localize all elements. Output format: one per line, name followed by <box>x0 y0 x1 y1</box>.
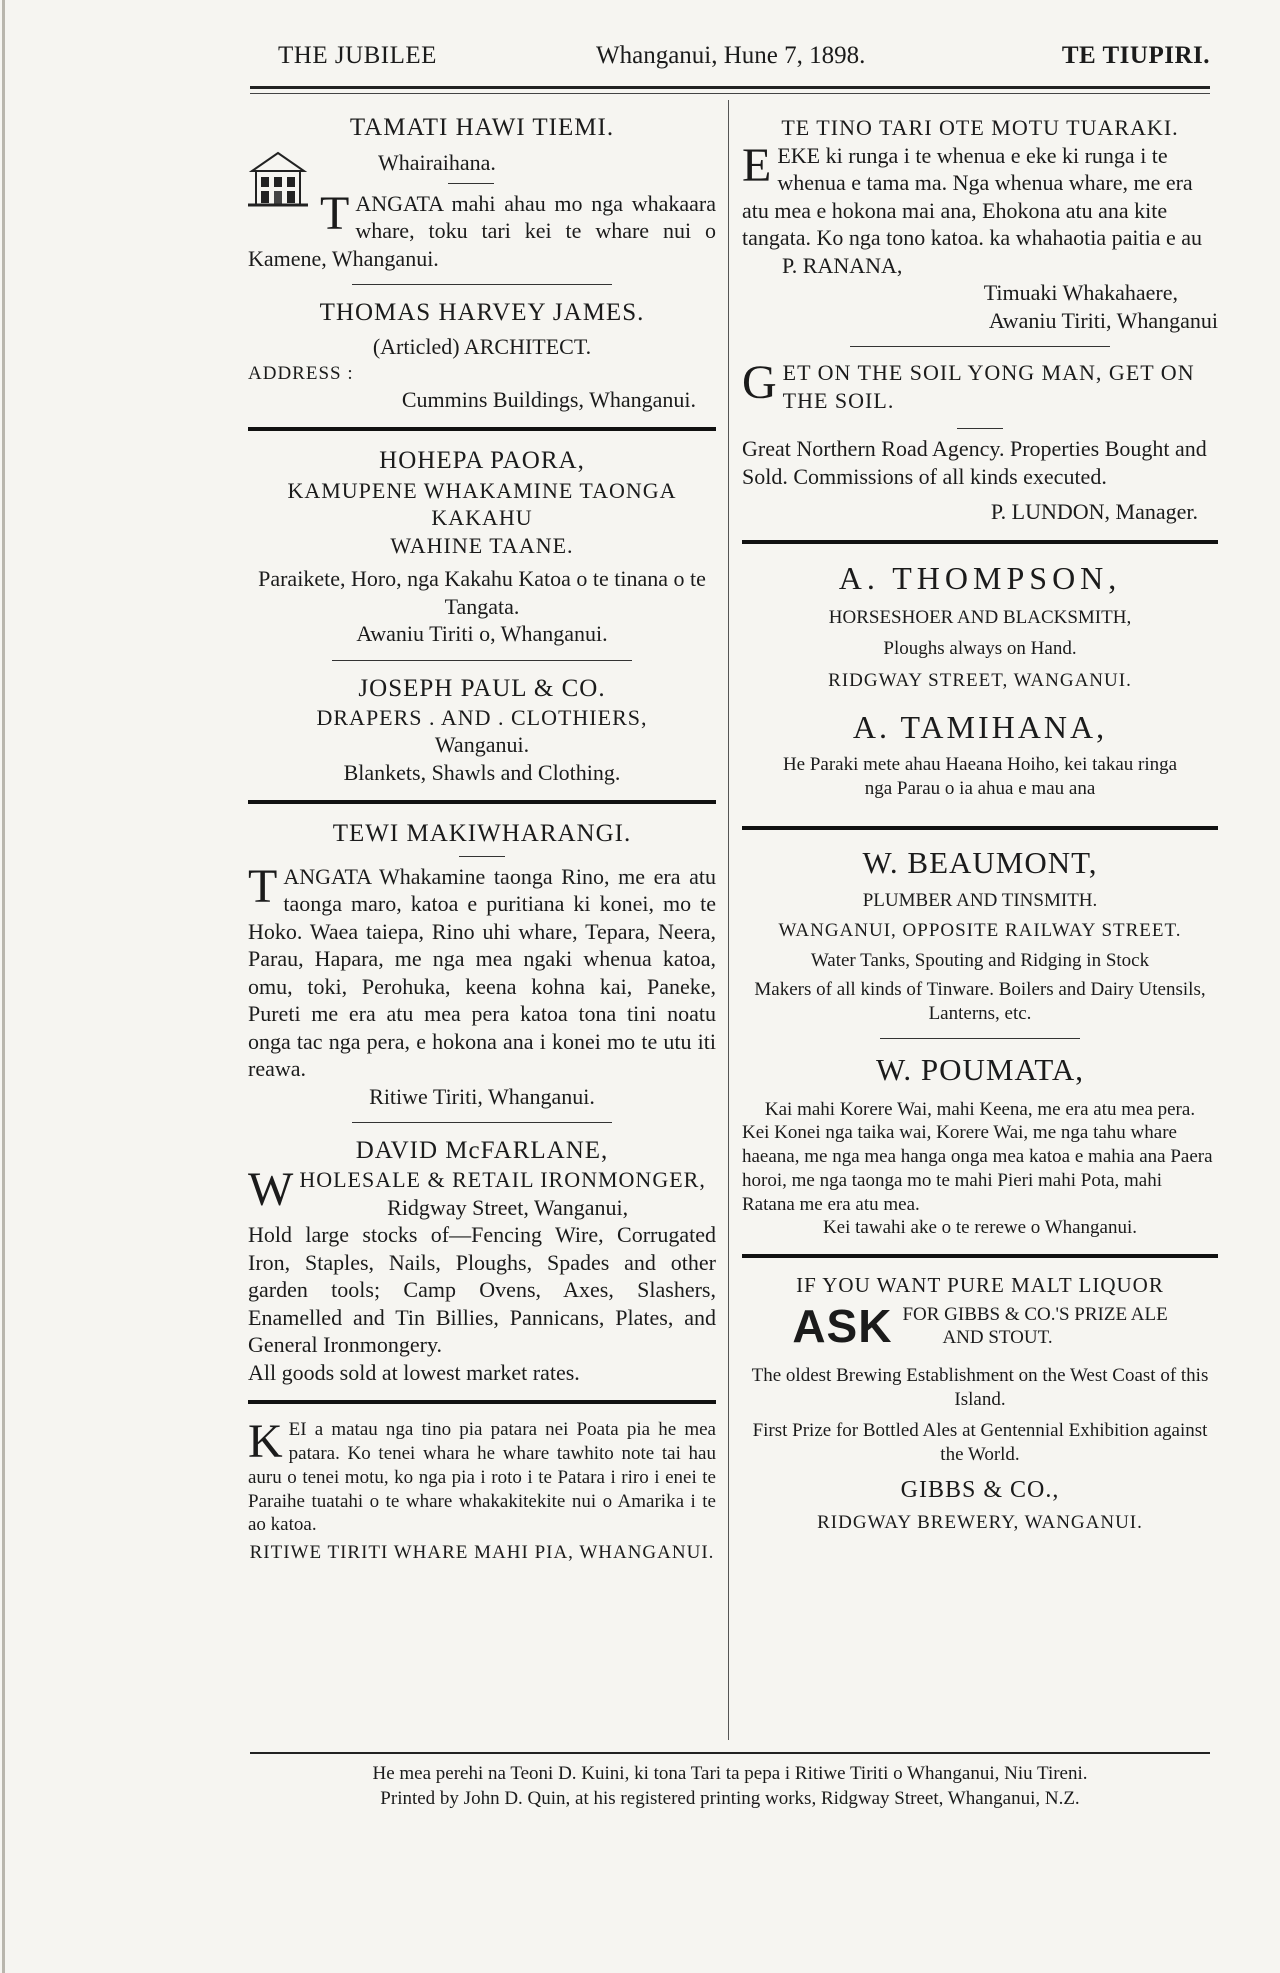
header-rule <box>250 86 1210 89</box>
ad-address: Ritiwe Tiriti, Whanganui. <box>369 1083 595 1109</box>
ad-line-2: Makers of all kinds of Tinware. Boilers and Dairy Utensils, Lanterns, etc. <box>754 979 1206 1024</box>
section-rule-thick <box>248 427 716 431</box>
ad-title: TEWI MAKIWHARANGI. <box>332 820 632 848</box>
ad-role: HOLESALE & RETAIL IRONMONGER, <box>299 1167 706 1193</box>
ad-title: THOMAS HARVEY JAMES. <box>319 299 645 327</box>
page-header <box>278 42 1210 82</box>
masthead-english: THE JUBILEE <box>278 42 437 69</box>
footer-rule <box>250 1752 1210 1754</box>
drop-cap: E <box>742 138 772 192</box>
ad-body: He Paraki mete ahau Haeana Hoiho, kei takau ringa nga Parau o ia ahua e mau ana <box>782 753 1178 799</box>
ad-body: Kai mahi Korere Wai, mahi Keena, me era atu mea pera. <box>764 1098 1196 1120</box>
drop-cap: G <box>742 356 777 409</box>
dateline: Whanganui, Hune 7, 1898. <box>596 42 866 69</box>
ad-headline: IF YOU WANT PURE MALT LIQUOR <box>796 1273 1164 1297</box>
ad-title: A. THOMPSON, <box>838 559 1122 596</box>
ask-line-2: AND STOUT. <box>942 1327 1053 1348</box>
ad-body-text: ANGATA Whakamine taonga Rino, me era atu taonga maro, katoa e puritiana ki konei, mo te Hoko. Waea taiepa, Rino uhi whare, Tepara, Neera, Parau, Hapara, me nga mea ngaki whenua katoa, omu, toki, Perohuka, keena kohna kai, Paneke, Pureti me era atu mea pera katoa tona tini noatu onga tac nga pera, e hokona ana i konei mo te utu iti reawa. <box>248 863 716 1081</box>
ad-line: Ploughs always on Hand. <box>883 638 1077 660</box>
ad-address: Awaniu Tiriti o, Whanganui. <box>356 621 608 646</box>
drop-cap: K <box>248 1415 283 1469</box>
ad-gibbs <box>742 1272 1218 1535</box>
ad-title: TAMATI HAWI TIEMI. <box>349 114 615 141</box>
ad-role: HORSESHOER AND BLACKSMITH, <box>828 606 1132 628</box>
section-rule-thick <box>742 1254 1218 1258</box>
ad-role: Whairaihana. <box>378 150 496 176</box>
ad-body: Paraikete, Horo, nga Kakahu Katoa o te tinana o te Tangata. <box>258 566 706 619</box>
ad-body-text: ANGATA mahi ahau mo nga whakaara whare, toku tari kei te whare nui o Kamene, Whanganui. <box>248 190 716 271</box>
imprint-maori: He mea perehi na Teoni D. Kuini, ki tona Tari ta pepa i Ritiwe Tiriti o Whanganui, Niu Tireni. <box>372 1763 1088 1784</box>
ad-title: DAVID McFARLANE, <box>355 1137 609 1164</box>
ad-body: ET ON THE SOIL YONG MAN, GET ON THE SOIL. <box>782 360 1195 413</box>
ad-tamati <box>248 112 716 272</box>
ad-body: Great Northern Road Agency. Properties Bought and Sold. Commissions of all kinds executed. <box>742 436 1207 489</box>
ad-signer-role: Timuaki Whakahaere, <box>983 280 1178 305</box>
section-rule-thick <box>248 1400 716 1404</box>
ad-line-2: First Prize for Bottled Ales at Gentennial Exhibition against the World. <box>752 1420 1208 1465</box>
ad-title: TE TINO TARI OTE MOTU TUARAKI. <box>781 115 1179 140</box>
ad-tino <box>742 114 1218 334</box>
ad-body-2: Kei Konei nga taika wai, Korere Wai, me nga tahu whare haeana, me nga mea hanga onga mea katoa e mahia ana Paera horoi, me nga taonga mo te mahi Pieri mahi Pota, mahi Ratana me era atu mea. <box>742 1122 1213 1215</box>
ad-subtitle-2: WAHINE TAANE. <box>390 532 574 558</box>
ad-title: HOHEPA PAORA, <box>379 447 585 475</box>
ad-thompson <box>742 558 1218 693</box>
section-rule-thick <box>742 540 1218 544</box>
ad-tewi <box>248 818 716 1110</box>
ask-text <box>902 1304 1167 1350</box>
ask-row <box>742 1298 1218 1356</box>
ad-signer-address: Awaniu Tiriti, Whanganui <box>988 307 1218 333</box>
printer-imprint <box>250 1762 1210 1811</box>
ad-line: Water Tanks, Spouting and Ridging in Stock <box>810 949 1150 971</box>
ad-title: W. BEAUMONT, <box>862 845 1098 881</box>
ad-title: JOSEPH PAUL & CO. <box>358 674 606 702</box>
short-rule <box>459 856 505 857</box>
ad-david <box>248 1135 716 1386</box>
ad-address: Cummins Buildings, Whanganui. <box>401 386 696 412</box>
drop-cap: T <box>248 859 278 913</box>
ad-kei <box>248 1415 716 1565</box>
ad-address: RIDGWAY STREET, WANGANUI. <box>828 670 1132 691</box>
ad-town: Wanganui. <box>434 732 530 758</box>
margin-edge <box>2 0 5 1973</box>
ad-signer: P. RANANA, <box>782 252 903 278</box>
section-rule <box>352 1122 612 1123</box>
ad-beaumont <box>742 844 1218 1026</box>
ad-body-text: EI a matau nga tino pia patara nei Poata pia he mea patara. Ko tenei whara he whare tawhito note tai hau auru o tenei motu, ko nga pia i roto i te Patara i riro i enei te Paraihe tuatahi o te whare whakakitekite nui o Amarika i te ao katoa. <box>248 1419 716 1536</box>
ad-body <box>742 138 1218 252</box>
section-rule <box>850 346 1110 347</box>
drop-cap: W <box>248 1163 294 1217</box>
ad-role: PLUMBER AND TINSMITH. <box>862 890 1098 911</box>
header-rule-thin <box>250 93 1210 94</box>
ad-body-text: EKE ki runga i te whenua e eke ki runga i te whenua e tama ma. Nga whenua whare, me era atu mea e hokona mai ana, Ehokona atu ana kite tangata. Ko nga tono katoa. ka whahaotia paitia e au <box>742 142 1202 250</box>
section-rule <box>880 1038 1080 1039</box>
ad-thomas <box>248 297 716 413</box>
house-icon <box>248 149 308 207</box>
ad-hohepa <box>248 445 716 647</box>
short-rule <box>448 183 494 184</box>
ad-body: Hold large stocks of—Fencing Wire, Corrugated Iron, Staples, Nails, Ploughs, Spades and other garden tools; Camp Ovens, Axes, Slashers, Enamelled and Tin Billies, Pannicans, Plates, and General Ironmongery. <box>248 1222 716 1358</box>
ad-address: RIDGWAY BREWERY, WANGANUI. <box>817 1511 1143 1533</box>
address-label: ADDRESS : <box>248 363 354 384</box>
ad-address: RITIWE TIRITI WHARE MAHI PIA, WHANGANUI. <box>249 1542 715 1563</box>
ad-title: W. POUMATA, <box>875 1051 1085 1087</box>
ad-goods: Blankets, Shawls and Clothing. <box>343 759 621 785</box>
short-rule <box>957 428 1003 429</box>
left-column <box>248 104 716 1565</box>
section-rule-thick <box>742 826 1218 830</box>
ask-line: FOR GIBBS & CO.'S PRIZE ALE <box>902 1304 1168 1326</box>
imprint-english: Printed by John D. Quin, at his registered printing works, Ridgway Street, Whanganui, N.Z. <box>380 1787 1080 1809</box>
ad-address: WANGANUI, OPPOSITE RAILWAY STREET. <box>778 919 1182 941</box>
column-divider <box>728 100 729 1740</box>
drop-cap: T <box>320 186 350 240</box>
ad-body <box>248 859 716 1083</box>
ad-getsoil <box>742 356 1218 414</box>
ad-manager: P. LUNDON, Manager. <box>990 499 1198 524</box>
ad-role: (Articled) ARCHITECT. <box>372 333 592 359</box>
right-column <box>742 104 1218 1535</box>
ad-closing: All goods sold at lowest market rates. <box>248 1359 580 1385</box>
ad-address: Kei tawahi ake o te rerewe o Whanganui. <box>822 1217 1138 1239</box>
ad-role: DRAPERS . AND . CLOTHIERS, <box>316 704 648 730</box>
ad-body <box>248 186 716 273</box>
ad-role-row <box>248 1163 716 1221</box>
ad-tamihana <box>742 707 1218 801</box>
ad-subtitle: KAMUPENE WHAKAMINE TAONGA KAKAHU <box>287 477 677 530</box>
ad-title: GIBBS & CO., <box>900 1476 1060 1503</box>
section-rule-thick <box>248 800 716 804</box>
ad-title: A. TAMIHANA, <box>852 708 1108 745</box>
ad-body <box>248 1415 716 1537</box>
section-rule <box>352 284 612 285</box>
ad-address: Ridgway Street, Wanganui, <box>387 1194 629 1220</box>
ad-poumata <box>742 1051 1218 1240</box>
masthead-maori: TE TIUPIRI. <box>1061 42 1210 69</box>
ad-line: The oldest Brewing Establishment on the West Coast of this Island. <box>751 1364 1209 1410</box>
ad-joseph <box>248 673 716 787</box>
section-rule <box>332 660 632 661</box>
ask-word: ASK <box>792 1300 893 1353</box>
ad-northern <box>742 435 1218 526</box>
